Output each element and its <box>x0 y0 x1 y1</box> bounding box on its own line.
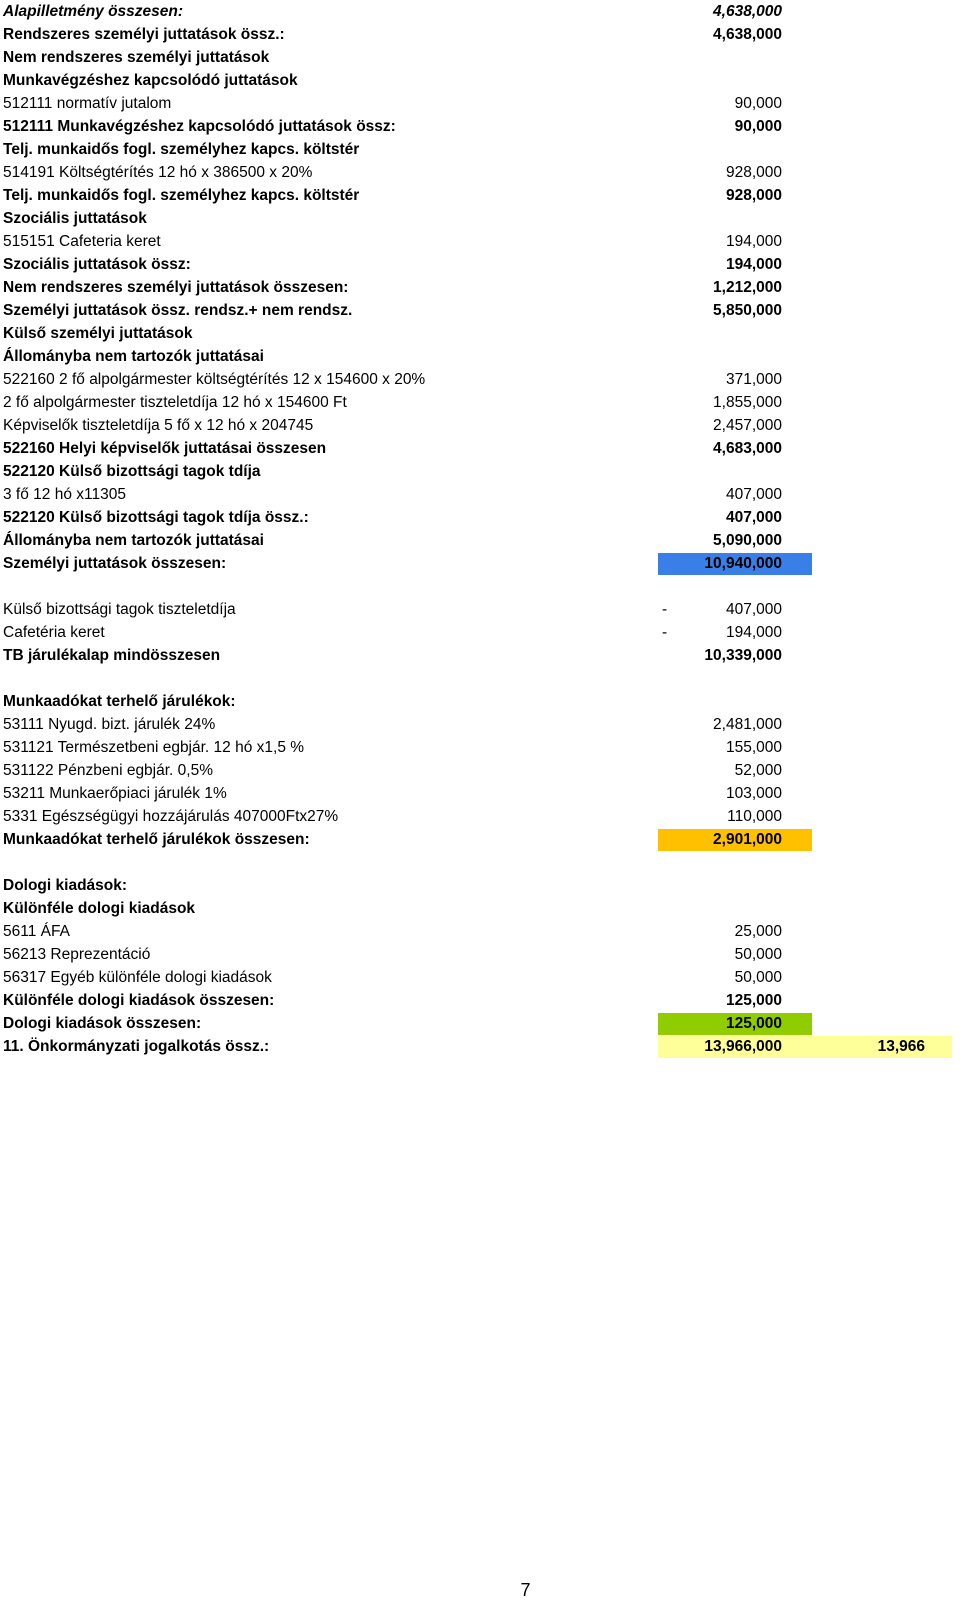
row-label: Telj. munkaidős fogl. személyhez kapcs. költstér <box>3 141 360 158</box>
table-row <box>0 437 960 460</box>
row-label: Rendszeres személyi juttatások össz.: <box>3 26 285 43</box>
table-row <box>0 529 960 552</box>
row-value: 407,000 <box>725 509 782 526</box>
row-label: Nem rendszeres személyi juttatások <box>3 49 270 66</box>
blank-row <box>0 575 960 598</box>
table-row <box>0 1012 960 1035</box>
row-value: 4,638,000 <box>713 3 782 20</box>
table-row <box>0 23 960 46</box>
row-value: 155,000 <box>725 739 782 756</box>
row-label: Munkaadókat terhelő járulékok összesen: <box>3 831 310 848</box>
row-label: TB járulékalap mindösszesen <box>3 647 221 664</box>
row-label: Külső bizottsági tagok tiszteletdíja <box>3 601 236 618</box>
row-value: 407,000 <box>725 486 782 503</box>
table-row <box>0 874 960 897</box>
table-row <box>0 207 960 230</box>
row-value: 2,457,000 <box>713 417 782 434</box>
table-row <box>0 253 960 276</box>
blank-row <box>0 667 960 690</box>
table-row <box>0 552 960 575</box>
row-label: Munkaadókat terhelő járulékok: <box>3 693 236 710</box>
table-row <box>0 943 960 966</box>
row-value: 1,855,000 <box>713 394 782 411</box>
row-label: 56317 Egyéb különféle dologi kiadások <box>3 969 272 986</box>
row-label: 515151 Cafeteria keret <box>3 233 161 250</box>
row-value: 50,000 <box>734 946 782 963</box>
row-value: 25,000 <box>734 923 782 940</box>
page-number: 7 <box>520 1580 531 1600</box>
row-value: 194,000 <box>725 624 782 641</box>
row-label: Cafetéria keret <box>3 624 105 641</box>
row-value: 2,481,000 <box>713 716 782 733</box>
row-value: 103,000 <box>725 785 782 802</box>
row-label: 522120 Külső bizottsági tagok tdíja össz.: <box>3 509 309 526</box>
row-label: Szociális juttatások <box>3 210 147 227</box>
table-row <box>0 897 960 920</box>
table-row <box>0 161 960 184</box>
row-label: 11. Önkormányzati jogalkotás össz.: <box>3 1038 270 1055</box>
row-value: 194,000 <box>725 233 782 250</box>
row-label: 53211 Munkaerőpiaci járulék 1% <box>3 785 227 802</box>
row-value: 2,901,000 <box>713 831 782 848</box>
table-row <box>0 460 960 483</box>
row-value: 4,683,000 <box>713 440 782 457</box>
table-row <box>0 989 960 1012</box>
row-value: 110,000 <box>727 808 782 825</box>
row-label: Dologi kiadások: <box>3 877 128 894</box>
row-label: Személyi juttatások összesen: <box>3 555 227 572</box>
row-label: 5611 ÁFA <box>3 923 70 940</box>
row-label: Dologi kiadások összesen: <box>3 1015 202 1032</box>
row-label: Állományba nem tartozók juttatásai <box>3 348 264 365</box>
table-row <box>0 184 960 207</box>
row-value: 90,000 <box>734 118 782 135</box>
row-label: 53111 Nyugd. bizt. járulék 24% <box>3 716 216 733</box>
table-row <box>0 598 960 621</box>
table-row <box>0 299 960 322</box>
row-label: Alapilletmény összesen: <box>3 3 184 20</box>
row-label: Különféle dologi kiadások <box>3 900 196 917</box>
row-label: 522120 Külső bizottsági tagok tdíja <box>3 463 261 480</box>
table-row <box>0 368 960 391</box>
row-value: 52,000 <box>734 762 782 779</box>
row-value: 90,000 <box>734 95 782 112</box>
row-label: Külső személyi juttatások <box>3 325 193 342</box>
row-value: 194,000 <box>725 256 782 273</box>
blank-row <box>0 851 960 874</box>
table-row <box>0 805 960 828</box>
row-label: 522160 2 fő alpolgármester költségtérítés 12 x 154600 x 20% <box>3 371 426 388</box>
row-label: 531121 Természetbeni egbjár. 12 hó x1,5 % <box>3 739 305 756</box>
row-value: 928,000 <box>725 187 782 204</box>
row-value: 371,000 <box>725 371 782 388</box>
table-row <box>0 1035 960 1058</box>
row-value: 5,850,000 <box>713 302 782 319</box>
row-label: Személyi juttatások össz. rendsz.+ nem rendsz. <box>3 302 353 319</box>
table-row <box>0 230 960 253</box>
row-label: Különféle dologi kiadások összesen: <box>3 992 275 1009</box>
row-value: 5,090,000 <box>713 532 782 549</box>
row-value: 407,000 <box>725 601 782 618</box>
table-row <box>0 483 960 506</box>
row-label: Állományba nem tartozók juttatásai <box>3 532 264 549</box>
row-label: Munkavégzéshez kapcsolódó juttatások <box>3 72 298 89</box>
table-row <box>0 276 960 299</box>
row-value: 4,638,000 <box>713 26 782 43</box>
table-row <box>0 966 960 989</box>
row-value: 50,000 <box>734 969 782 986</box>
table-row <box>0 759 960 782</box>
row-label: 531122 Pénzbeni egbjár. 0,5% <box>3 762 213 779</box>
row-label: 512111 normatív jutalom <box>3 95 172 112</box>
row-label: 5331 Egészségügyi hozzájárulás 407000Ftx27% <box>3 808 339 825</box>
table-row <box>0 736 960 759</box>
row-label: Telj. munkaidős fogl. személyhez kapcs. költstér <box>3 187 360 204</box>
table-row <box>0 713 960 736</box>
row-value: 125,000 <box>725 992 782 1009</box>
table-row <box>0 46 960 69</box>
row-label: 2 fő alpolgármester tiszteletdíja 12 hó x 154600 Ft <box>3 394 347 411</box>
table-row <box>0 644 960 667</box>
row-label: 3 fő 12 hó x11305 <box>3 486 126 503</box>
row-value: 10,339,000 <box>704 647 782 664</box>
table-row <box>0 828 960 851</box>
table-row <box>0 92 960 115</box>
row-value: 928,000 <box>725 164 782 181</box>
row-value: 13,966,000 <box>704 1038 782 1055</box>
table-row <box>0 0 960 23</box>
row-label: Képviselők tiszteletdíja 5 fő x 12 hó x 204745 <box>3 417 314 434</box>
table-row <box>0 782 960 805</box>
table-row <box>0 115 960 138</box>
table-row <box>0 414 960 437</box>
row-label: 522160 Helyi képviselők juttatásai összesen <box>3 440 327 457</box>
table-row <box>0 69 960 92</box>
minus-sign: - <box>662 601 668 618</box>
row-value: 1,212,000 <box>713 279 782 296</box>
table-row <box>0 345 960 368</box>
row-label: 512111 Munkavégzéshez kapcsolódó juttatások össz: <box>3 118 396 135</box>
row-label: 56213 Reprezentáció <box>3 946 151 963</box>
row-value: 10,940,000 <box>704 555 782 572</box>
minus-sign: - <box>662 624 668 641</box>
table-row <box>0 391 960 414</box>
row-label: 514191 Költségtérítés 12 hó x 386500 x 20% <box>3 164 313 181</box>
row-label: Szociális juttatások össz: <box>3 256 191 273</box>
table-row <box>0 138 960 161</box>
table-row <box>0 690 960 713</box>
table-row <box>0 322 960 345</box>
table-row <box>0 621 960 644</box>
table-row <box>0 920 960 943</box>
row-extra-value: 13,966 <box>877 1038 925 1055</box>
table-row <box>0 506 960 529</box>
row-label: Nem rendszeres személyi juttatások összesen: <box>3 279 349 296</box>
row-value: 125,000 <box>725 1015 782 1032</box>
